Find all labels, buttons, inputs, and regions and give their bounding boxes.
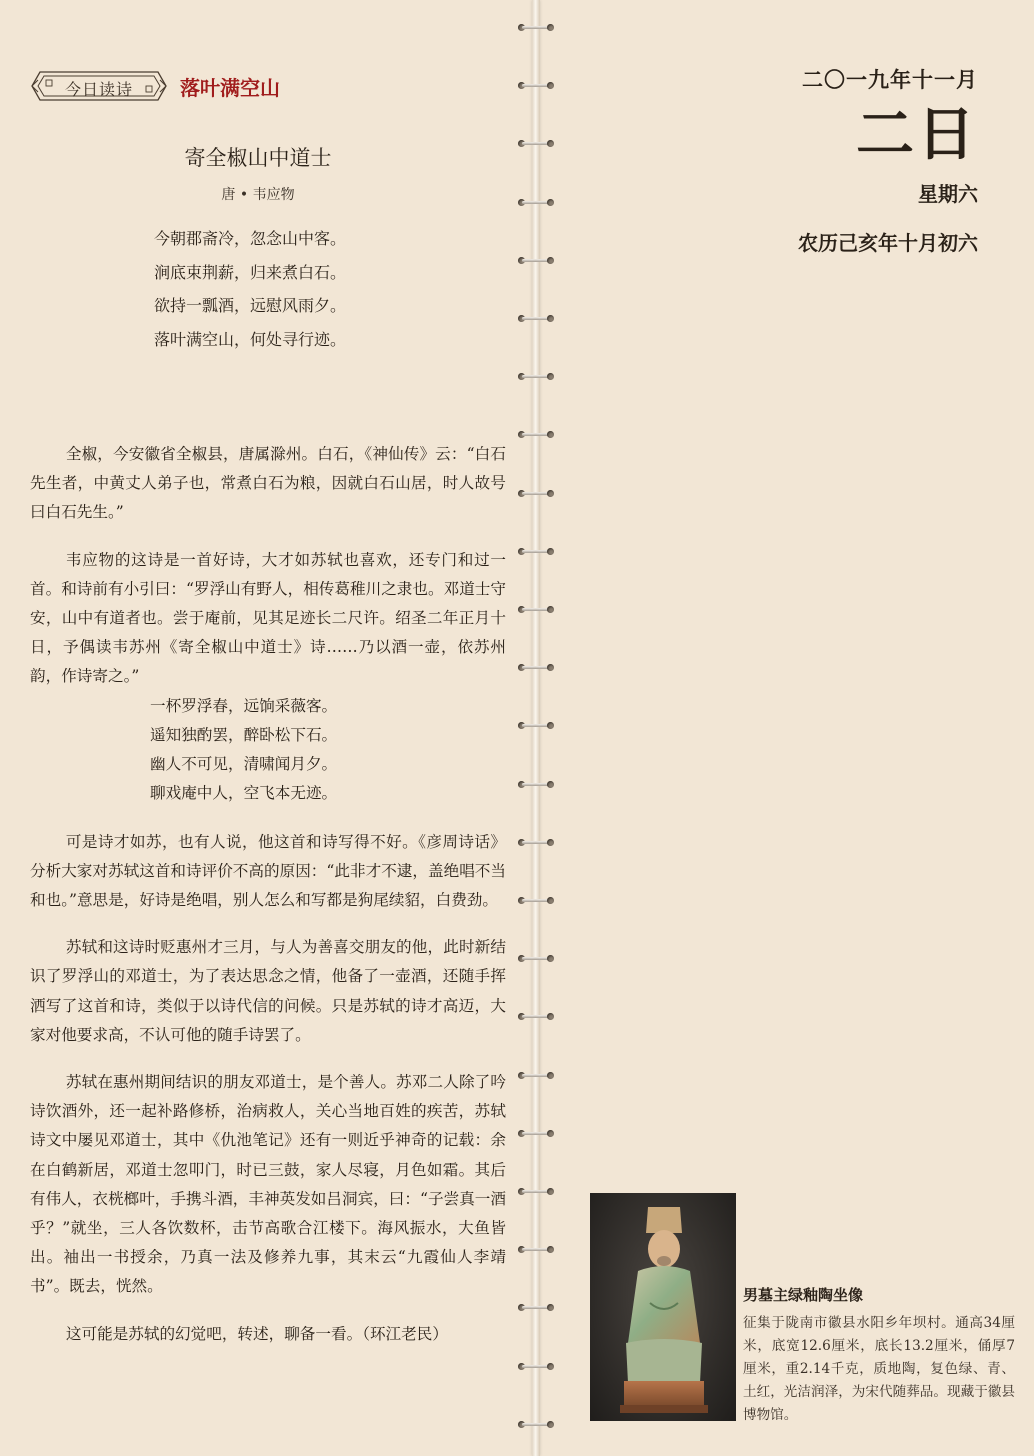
ring-hole xyxy=(547,199,554,206)
poem-line: 落叶满空山，何处寻行迹。 xyxy=(154,329,347,349)
binding-ring xyxy=(518,1304,554,1312)
ring-hole xyxy=(547,1130,554,1137)
artifact-description: 征集于陇南市徽县水阳乡年坝村。通高34厘米，底宽12.6厘米，底长13.2厘米，俑厚7厘米，重2.14千克，质地陶，复色绿、青、土红，光洁润泽，为宋代随葬品。现藏于徽县博物馆。 xyxy=(743,1315,1015,1423)
quoted-poem-line: 幽人不可见，清啸闻月夕。 xyxy=(150,754,338,773)
commentary-paragraph: 苏轼在惠州期间结识的朋友邓道士，是个善人。苏邓二人除了吟诗饮酒外，还一起补路修桥，治病救人，关心当地百姓的疾苦，苏轼诗文中屡见邓道士，其中《仇池笔记》还有一则近乎神奇的记载：余在白鹤新居，邓道士忽叩门，时已三鼓，家人尽寝，月色如霜。其后有伟人，衣桄榔叶，手携斗酒，丰神英发如吕洞宾，曰：“子尝真一酒乎？”就坐，三人各饮数杯，击节高歌合江楼下。海风振水，大鱼皆出。袖出一书授余，乃真一法及修养九事，其末云“九霞仙人李靖书”。既去，恍然。 xyxy=(30,1073,506,1296)
quoted-poem xyxy=(30,692,506,808)
ring-hole xyxy=(547,1304,554,1311)
date-block xyxy=(798,64,978,256)
ring-wire xyxy=(522,1306,550,1309)
poem-line: 今朝郡斋冷，忽念山中客。 xyxy=(154,229,347,248)
ring-hole xyxy=(547,1013,554,1020)
ring-hole xyxy=(547,1188,554,1195)
ring-wire xyxy=(522,841,550,844)
ring-hole xyxy=(547,1072,554,1079)
weekday: 星期六 xyxy=(918,182,978,206)
commentary-paragraph: 苏轼和这诗时贬惠州才三月，与人为善喜交朋友的他，此时新结识了罗浮山的邓道士，为了表达思念之情，他备了一壶酒，还随手挥洒写了这首和诗，类似于以诗代信的问候。只是苏轼的诗才高迈，大家对他要求高，不认可他的随手诗罢了。 xyxy=(30,938,506,1044)
ring-wire xyxy=(522,433,550,436)
ring-wire xyxy=(522,1423,550,1426)
binding-ring xyxy=(518,1130,554,1138)
ring-wire xyxy=(522,783,550,786)
ring-hole xyxy=(547,664,554,671)
binding-ring xyxy=(518,722,554,730)
commentary-paragraph: 可是诗才如苏，也有人说，他这首和诗写得不好。《彦周诗话》分析大家对苏轼这首和诗评价不高的原因：“此非才不逮，盖绝唱不当和也。”意思是，好诗是绝唱，别人怎么和写都是狗尾续貂，白费劲。 xyxy=(30,832,506,910)
ring-hole xyxy=(547,373,554,380)
binding-ring xyxy=(518,1363,554,1371)
ring-wire xyxy=(522,899,550,902)
binding-ring xyxy=(518,606,554,614)
ring-wire xyxy=(522,1015,550,1018)
ring-wire xyxy=(522,957,550,960)
day-of-month: 二日 xyxy=(855,100,978,168)
artifact-title: 男墓主绿釉陶坐像 xyxy=(743,1286,864,1304)
poem-lines xyxy=(154,222,346,356)
ring-wire xyxy=(522,142,550,145)
binding-ring xyxy=(518,431,554,439)
ring-wire xyxy=(522,201,550,204)
binding-ring xyxy=(518,1246,554,1254)
binding-ring xyxy=(518,664,554,672)
binding-ring xyxy=(518,140,554,148)
lunar-date: 农历己亥年十月初六 xyxy=(798,231,978,255)
quoted-poem-line: 遥知独酌罢，醉卧松下石。 xyxy=(150,725,338,744)
binding-ring xyxy=(518,315,554,323)
ring-wire xyxy=(522,666,550,669)
ring-wire xyxy=(522,550,550,553)
commentary-paragraph: 韦应物的这诗是一首好诗，大才如苏轼也喜欢，还专门和过一首。和诗前有小引曰：“罗浮山有野人，相传葛稚川之隶也。邓道士守安，山中有道者也。尝于庵前，见其足迹长二尺许。绍圣二年正月十日，予偶读韦苏州《寄全椒山中道士》诗……乃以酒一壶，依苏州韵，作诗寄之。” xyxy=(30,550,506,686)
ring-hole xyxy=(547,315,554,322)
poem-line: 涧底束荆薪，归来煮白石。 xyxy=(154,262,347,282)
binding-ring xyxy=(518,1421,554,1429)
ring-hole xyxy=(547,490,554,497)
poem-title: 寄全椒山中道士 xyxy=(184,146,332,170)
ring-wire xyxy=(522,1365,550,1368)
binding-ring xyxy=(518,897,554,905)
binding-ring xyxy=(518,82,554,90)
ring-wire xyxy=(522,84,550,87)
quoted-poem-line: 一杯罗浮春，远饷采薇客。 xyxy=(150,696,338,715)
ring-hole xyxy=(547,1421,554,1428)
ring-hole xyxy=(547,606,554,613)
poem-name-heading: 落叶满空山 xyxy=(180,75,280,100)
commentary xyxy=(30,440,506,1367)
binding-ring xyxy=(518,1188,554,1196)
ring-wire xyxy=(522,1074,550,1077)
binding-ring xyxy=(518,548,554,556)
binding-ring xyxy=(518,24,554,32)
binding-ring xyxy=(518,1072,554,1080)
ring-wire xyxy=(522,317,550,320)
ring-wire xyxy=(522,375,550,378)
ring-hole xyxy=(547,897,554,904)
artifact-photo xyxy=(590,1193,736,1421)
ring-hole xyxy=(547,1246,554,1253)
ring-hole xyxy=(547,839,554,846)
poem-author: 唐 • 韦应物 xyxy=(221,187,295,203)
ring-hole xyxy=(547,257,554,264)
quoted-poem-line: 聊戏庵中人，空飞本无迹。 xyxy=(150,783,338,802)
ring-hole xyxy=(547,82,554,89)
badge-label: 今日读诗 xyxy=(64,80,133,99)
ring-hole xyxy=(547,140,554,147)
binding-ring xyxy=(518,199,554,207)
binding-ring xyxy=(518,373,554,381)
daily-poem-badge xyxy=(30,68,168,104)
ring-hole xyxy=(547,955,554,962)
binding-ring xyxy=(518,1013,554,1021)
ring-wire xyxy=(522,1132,550,1135)
ring-hole xyxy=(547,548,554,555)
binding-ring xyxy=(518,781,554,789)
ring-hole xyxy=(547,1363,554,1370)
binding-ring xyxy=(518,839,554,847)
poem-line: 欲持一瓢酒，远慰风雨夕。 xyxy=(154,296,347,315)
ring-wire xyxy=(522,26,550,29)
commentary-paragraph: 这可能是苏轼的幻觉吧，转述，聊备一看。（环江老民） xyxy=(65,1324,448,1343)
ring-hole xyxy=(547,24,554,31)
ring-wire xyxy=(522,259,550,262)
ring-wire xyxy=(522,1248,550,1251)
year-month: 二〇一九年十一月 xyxy=(802,67,978,92)
binding-ring xyxy=(518,955,554,963)
commentary-paragraph: 全椒，今安徽省全椒县，唐属滁州。白石，《神仙传》云：“白石先生者，中黄丈人弟子也，常煮白石为粮，因就白石山居，时人故号曰白石先生。” xyxy=(30,445,506,522)
seated-figure-icon xyxy=(590,1193,736,1421)
ring-hole xyxy=(547,781,554,788)
ring-wire xyxy=(522,608,550,611)
ring-wire xyxy=(522,1190,550,1193)
spiral-binding xyxy=(516,0,556,1456)
ring-hole xyxy=(547,722,554,729)
binding-ring xyxy=(518,257,554,265)
ring-hole xyxy=(547,431,554,438)
ring-wire xyxy=(522,492,550,495)
ring-wire xyxy=(522,724,550,727)
binding-ring xyxy=(518,490,554,498)
header xyxy=(30,66,280,106)
